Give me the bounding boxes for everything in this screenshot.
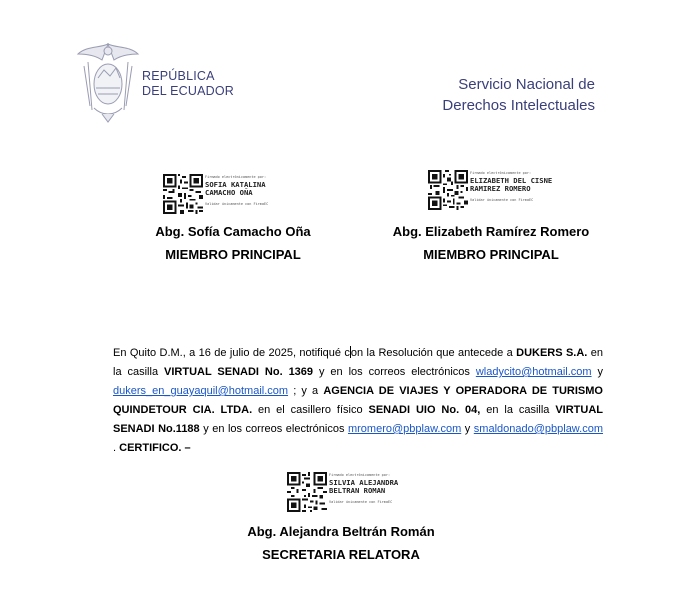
virtual-box-number: VIRTUAL SENADI No.1188 [113, 404, 604, 435]
stamp-name-line2: BELTRAN ROMAN [329, 486, 386, 495]
email-link[interactable]: mromero@pbplaw.com [347, 423, 462, 435]
virtual-box-number: VIRTUAL SENADI No. 1369 [164, 366, 314, 378]
signature-block [366, 224, 616, 263]
signature-block [108, 224, 358, 263]
signature-block [216, 524, 466, 563]
notice-text: on la Resolución que antecede a [350, 347, 517, 359]
signer-name: Abg. Elizabeth Ramírez Romero [392, 224, 590, 239]
stamp-name-line2: CAMACHO OÑA [205, 188, 253, 197]
coat-of-arms-icon [76, 40, 140, 124]
notice-text: ; y a [288, 385, 324, 397]
stamp-signer-name [205, 181, 266, 197]
signer-name: Abg. Sofía Camacho Oña [155, 224, 311, 239]
stamp-caption-bottom: Validar únicamente con FirmaEC [329, 500, 393, 504]
email-link[interactable]: smaldonado@pbplaw.com [473, 423, 603, 435]
electronic-signature-stamp [428, 170, 588, 214]
notice-text: y [591, 366, 603, 378]
stamp-caption-top: Firmado electrónicamente por: [205, 175, 267, 179]
notice-text: . [113, 442, 120, 454]
company-name: AGENCIA DE VIAJES Y OPERADORA DE TURISMO QUINDETOUR CIA. LTDA. [113, 385, 603, 416]
country-name-line2: DEL ECUADOR [142, 84, 235, 98]
email-link[interactable]: wladycito@hotmail.com [475, 366, 592, 378]
agency-name-line2: Derechos Intelectuales [442, 97, 595, 114]
stamp-name-line1: ELIZABETH DEL CISNE [470, 176, 553, 185]
company-name: DUKERS S.A. [516, 347, 588, 359]
qr-code-icon [428, 170, 468, 210]
stamp-signer-name [329, 479, 398, 495]
electronic-signature-stamp [163, 174, 323, 218]
stamp-caption-bottom: Validar únicamente con FirmaEC [470, 198, 534, 202]
stamp-caption-top: Firmado electrónicamente por: [329, 473, 391, 477]
notice-text: y en los correos electrónicos [313, 366, 476, 378]
email-link[interactable]: dukers_en_guayaquil@hotmail.com [113, 385, 289, 397]
notification-paragraph [113, 344, 603, 458]
stamp-caption-bottom: Validar únicamente con FirmaEC [205, 202, 269, 206]
government-logo [76, 40, 276, 130]
stamp-caption-top: Firmado electrónicamente por: [470, 171, 532, 175]
physical-box-number: SENADI UIO No. 04, [368, 404, 481, 416]
notice-text: y [461, 423, 474, 435]
notice-text: en el casillero físico [252, 404, 369, 416]
certification-mark: CERTIFICO. – [119, 442, 191, 454]
stamp-signer-name [470, 177, 552, 193]
notice-text: en la casilla [113, 347, 603, 378]
country-name-line1: REPÚBLICA [142, 69, 215, 83]
notice-text: y en los correos electrónicos [199, 423, 348, 435]
stamp-name-line2: RAMIREZ ROMERO [470, 184, 531, 193]
notice-text: En Quito D.M., a 16 de julio de 2025, notifiqué c [113, 347, 350, 359]
agency-name-line1: Servicio Nacional de [458, 76, 595, 93]
stamp-name-line1: SOFIA KATALINA [205, 180, 266, 189]
electronic-signature-stamp [287, 472, 447, 516]
stamp-name-line1: SILVIA ALEJANDRA [329, 478, 399, 487]
qr-code-icon [163, 174, 203, 214]
qr-code-icon [287, 472, 327, 512]
notice-text: en la casilla [480, 404, 556, 416]
signer-role: SECRETARIA RELATORA [262, 547, 420, 562]
signer-role: MIEMBRO PRINCIPAL [423, 247, 559, 262]
signer-name: Abg. Alejandra Beltrán Román [247, 524, 435, 539]
agency-name [442, 74, 595, 116]
signer-role: MIEMBRO PRINCIPAL [165, 247, 301, 262]
